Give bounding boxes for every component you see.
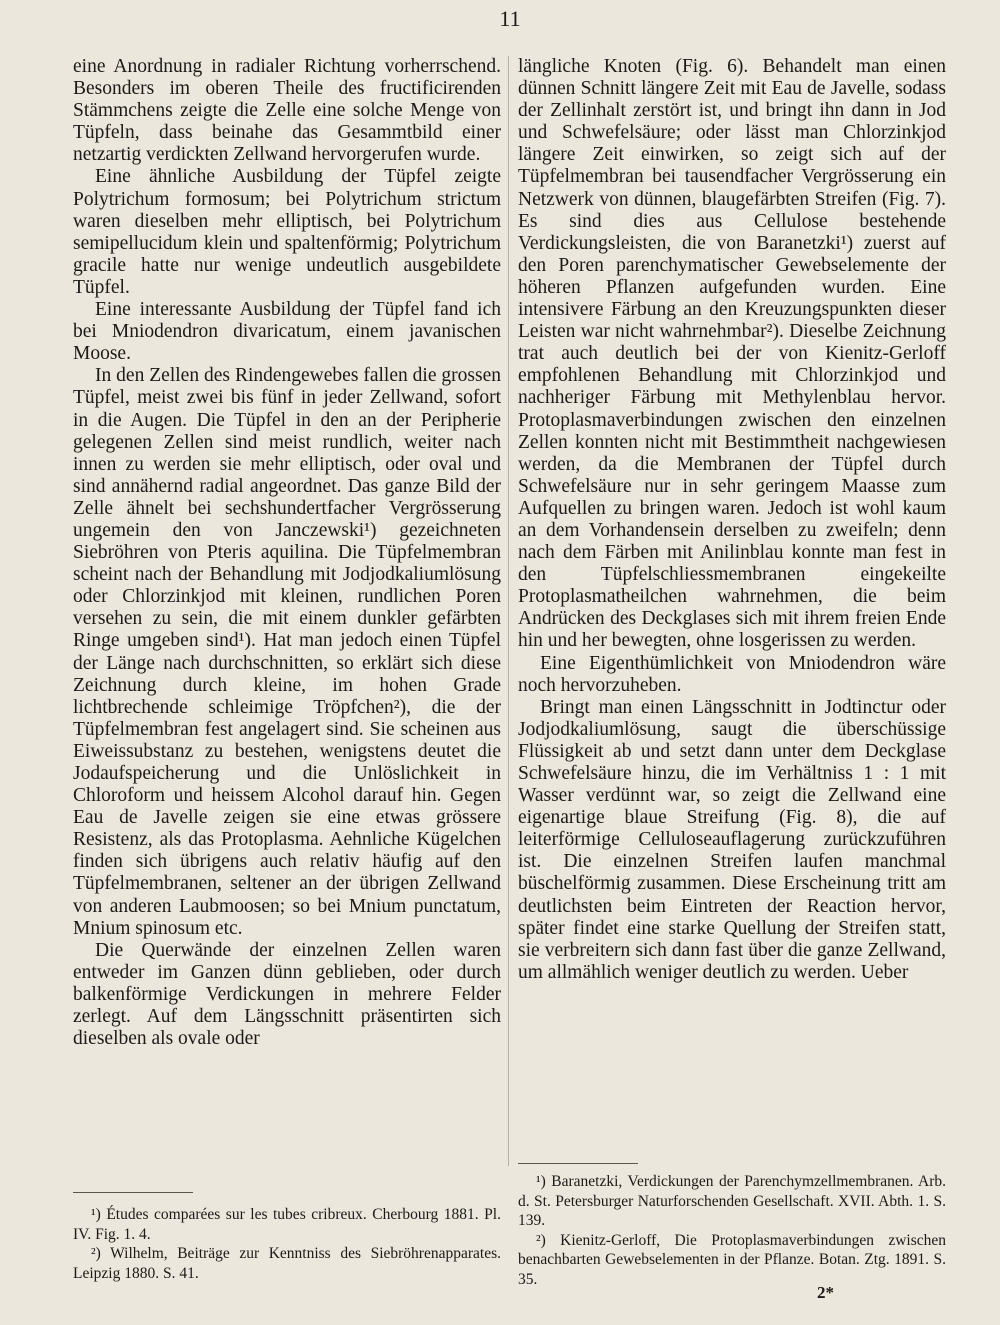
footnote-right-1: ¹) Baranetzki, Verdickungen der Parenchymzellmembranen. Arb. d. St. Petersburger Naturforschenden Gesellschaft. XVII. Abth. 1. S. 139. — [518, 1173, 946, 1229]
left-paragraph-1: eine Anordnung in radialer Richtung vorherrschend. Besonders im oberen Theile des fructificirenden Stämmchens zeigte die Zelle eine solche Menge von Tüpfeln, dass beinahe das Gesammtbild einer netzartig verdickten Zellwand hervorgerufen wurde. — [73, 56, 501, 166]
left-paragraph-5: Die Querwände der einzelnen Zellen waren entweder im Ganzen dünn geblieben, oder durch balkenförmige Verdickungen in mehrere Felder zerlegt. Auf dem Längsschnitt präsentirten sich dieselben als ovale oder — [73, 939, 501, 1050]
footnotes-left — [73, 1205, 501, 1283]
footnote-rule-left — [73, 1192, 193, 1193]
footnote-left-1: ¹) Études comparées sur les tubes cribreux. Cherbourg 1881. Pl. IV. Fig. 1. 4. — [73, 1206, 501, 1243]
left-paragraph-3: Eine interessante Ausbildung der Tüpfel fand ich bei Mniodendron divaricatum, einem javanischen Moose. — [73, 299, 501, 365]
right-column — [518, 56, 946, 984]
left-paragraph-4: In den Zellen des Rindengewebes fallen die grossen Tüpfel, meist zwei bis fünf in jeder Zellwand, sofort in die Augen. Die Tüpfel in den an der Peripherie gelegenen Zellen sind meist rundlich, weiter nach innen zu werden sie mehr elliptisch, oder oval und sind annähernd radial angeordnet. Das ganze Bild der Zelle ähnelt bei sechshundertfacher Vergrösserung ungemein den von Janczewski¹) gezeichneten Siebröhren von Pteris aquilina. Die Tüpfelmembran scheint nach der Behandlung mit Jodjodkaliumlösung oder Chlorzinkjod mit kleinen, rundlichen Poren versehen zu sein, die mit einem dunkler gefärbten Ringe umgeben sind¹). Hat man jedoch einen Tüpfel der Länge nach durchschnitten, so erklärt sich diese Zeichnung durch kleine, im hohen Grade lichtbrechende schleimige Tröpfchen²), die der Tüpfelmembran fest angelagert sind. Sie scheinen aus Eiweissubstanz zu bestehen, wenigstens deutet die Jodaufspeicherung und die Unlöslichkeit in Chloroform und heissem Alcohol darauf hin. Gegen Eau de Javelle zeigen sie eine etwas grössere Resistenz, als das Protoplasma. Aehnliche Kügelchen finden sich übrigens auch relativ häufig auf den Tüpfelmembranen, seltener an der übrigen Zellwand von anderen Laubmoosen; so bei Mnium punctatum, Mnium spinosum etc. — [73, 365, 501, 939]
footnote-right-2: ²) Kienitz-Gerloff, Die Protoplasmaverbindungen zwischen benachbarten Gewebselementen in der Pflanze. Botan. Ztg. 1891. S. 35. — [518, 1231, 946, 1288]
page-number: 11 — [499, 6, 521, 31]
footnotes-right — [518, 1172, 946, 1289]
signature-mark: 2* — [817, 1283, 834, 1302]
right-paragraph-2: Eine Eigenthümlichkeit von Mniodendron wäre noch hervorzuheben. — [518, 652, 946, 696]
left-column — [73, 56, 501, 1050]
footnote-rule-right — [518, 1163, 638, 1164]
column-divider — [508, 56, 509, 1166]
right-paragraph-3: Bringt man einen Längsschnitt in Jodtinctur oder Jodjodkaliumlösung, saugt die überschüssige Flüssigkeit ab und setzt dann unter dem Deckglase Schwefelsäure hinzu, die im Verhältniss 1 : 1 mit Wasser verdünnt war, so zeigt die Zellwand eine eigenartige blaue Streifung (Fig. 8), die auf leiterförmige Celluloseauflagerung zurückzuführen ist. Die einzelnen Streifen laufen manchmal büschelförmig zusammen. Diese Erscheinung tritt am deutlichsten beim Eintreten der Reaction hervor, später findet eine starke Quellung der Streifen statt, sie verbreitern sich dann fast über die ganze Zellwand, um allmählich weniger deutlich zu werden. Ueber — [518, 696, 946, 983]
footnote-left-2: ²) Wilhelm, Beiträge zur Kenntniss des Siebröhrenapparates. Leipzig 1880. S. 41. — [73, 1245, 501, 1282]
left-paragraph-2: Eine ähnliche Ausbildung der Tüpfel zeigte Polytrichum formosum; bei Polytrichum strictum waren dieselben mehr elliptisch, bei Polytrichum semipellucidum klein und spaltenförmig; Polytrichum gracile hatte nur wenige undeutlich ausgebildete Tüpfel. — [73, 166, 501, 298]
right-paragraph-1: längliche Knoten (Fig. 6). Behandelt man einen dünnen Schnitt längere Zeit mit Eau de Javelle, sodass der Zellinhalt zerstört ist, und bringt ihn dann in Jod und Schwefelsäure; oder lässt man Chlorzinkjod längere Zeit einwirken, so zeigt sich auf der Tüpfelmembran bei tausendfacher Vergrösserung ein Netzwerk von dünnen, blaugefärbten Streifen (Fig. 7). Es sind dies aus Cellulose bestehende Verdickungsleisten, die von Baranetzki¹) zuerst auf den Poren parenchymatischer Gewebselemente der höheren Pflanzen aufgefunden wurden. Eine intensivere Färbung an den Kreuzungspunkten dieser Leisten war nicht wahrnehmbar²). Dieselbe Zeichnung trat auch deutlich bei der von Kienitz-Gerloff empfohlenen Behandlung mit Chlorzinkjod und nachheriger Färbung mit Methylenblau hervor. Protoplasmaverbindungen zwischen den einzelnen Zellen konnten nicht mit Bestimmtheit nachgewiesen werden, da die Membranen der Tüpfel durch Schwefelsäure nur in sehr geringem Maasse zum Aufquellen zu bringen waren. Jedoch ist wohl kaum an dem Vorhandensein derselben zu zweifeln; denn nach dem Färben mit Anilinblau konnte man fest in den Tüpfelschliessmembranen eingekeilte Protoplasmatheilchen wahrnehmen, die beim Andrücken des Deckglases sich mit ihrem freien Ende hin und her bewegten, ohne losgerissen zu werden. — [518, 56, 946, 652]
